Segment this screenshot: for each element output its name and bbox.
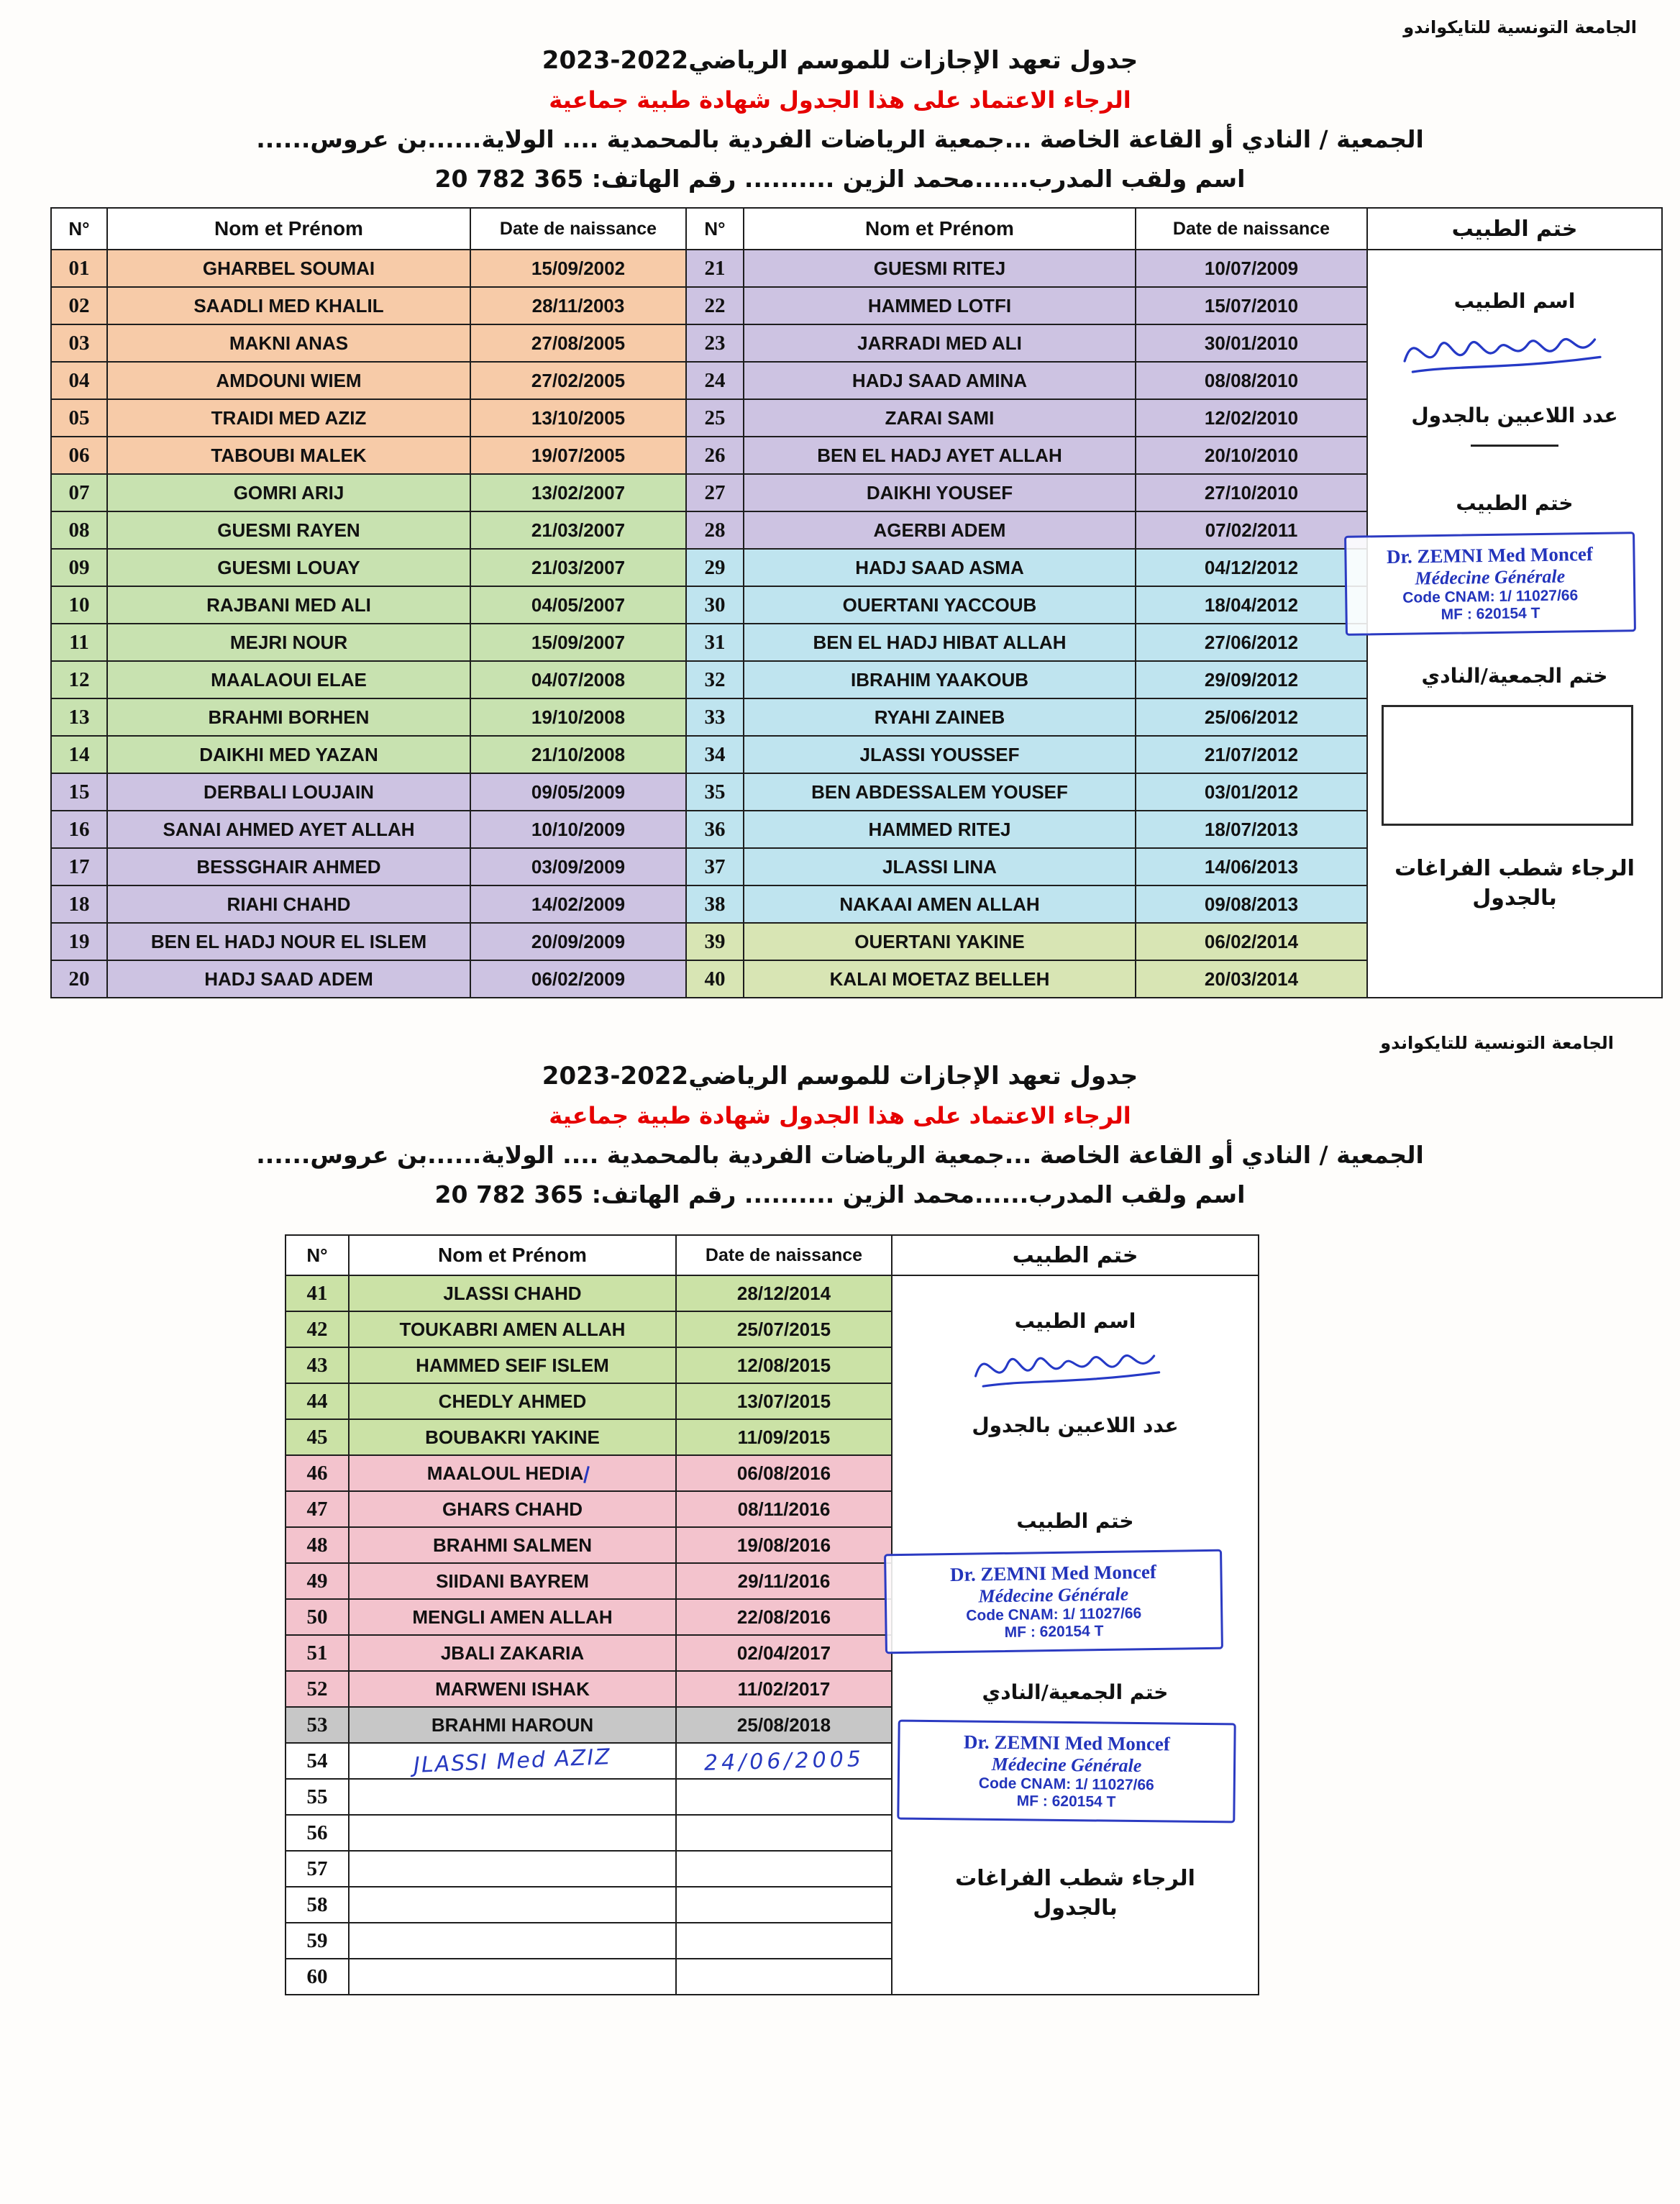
stamp-panel-header: ختم الطبيب <box>1368 209 1661 250</box>
cell-num: 11 <box>51 624 107 661</box>
cell-name: AGERBI ADEM <box>744 511 1136 549</box>
table-row <box>51 848 1367 885</box>
cell-num: 32 <box>686 661 744 698</box>
table-row <box>51 399 1367 437</box>
col-header-num: N° <box>686 208 744 250</box>
cell-num: 21 <box>686 250 744 287</box>
cell-name: ZARAI SAMI <box>744 399 1136 437</box>
seal-specialty: Médecine Générale <box>1415 565 1566 589</box>
cell-num: 35 <box>686 773 744 811</box>
col-header-name: Nom et Prénom <box>349 1235 676 1275</box>
col-header-dob: Date de naissance <box>676 1235 892 1275</box>
table-row <box>51 661 1367 698</box>
cell-name: BRAHMI SALMEN <box>349 1527 676 1563</box>
federation-name: الجامعة التونسية للتايكواندو <box>1380 1033 1614 1053</box>
cell-dob: 15/09/2007 <box>470 624 686 661</box>
cell-name: HADJ SAAD ASMA <box>744 549 1136 586</box>
cell-dob: 25/06/2012 <box>1136 698 1367 736</box>
cell-dob: 13/10/2005 <box>470 399 686 437</box>
cell-dob <box>676 1743 892 1779</box>
table-row <box>286 1599 892 1635</box>
cell-dob: 12/02/2010 <box>1136 399 1367 437</box>
doctor-signature-icon <box>960 1334 1176 1398</box>
cell-name: BEN ABDESSALEM YOUSEF <box>744 773 1136 811</box>
table-row <box>286 1851 892 1887</box>
cell-name <box>349 1779 676 1815</box>
cell-name: BRAHMI HAROUN <box>349 1707 676 1743</box>
cell-num: 50 <box>286 1599 349 1635</box>
cell-dob: 13/02/2007 <box>470 474 686 511</box>
cell-dob <box>676 1851 892 1887</box>
cell-num: 16 <box>51 811 107 848</box>
table-row <box>51 736 1367 773</box>
cell-name: HADJ SAAD ADEM <box>107 960 470 998</box>
col-header-name: Nom et Prénom <box>744 208 1136 250</box>
coach-line <box>0 1180 1680 1208</box>
cell-num: 03 <box>51 324 107 362</box>
phone-number: 20 782 365 <box>434 1180 584 1208</box>
cell-dob: 25/08/2018 <box>676 1707 892 1743</box>
cell-num: 47 <box>286 1491 349 1527</box>
cell-dob: 18/07/2013 <box>1136 811 1367 848</box>
cell-dob: 04/05/2007 <box>470 586 686 624</box>
note-line-2: بالجدول <box>1033 1895 1118 1921</box>
cell-num: 52 <box>286 1671 349 1707</box>
cell-num: 06 <box>51 437 107 474</box>
cell-name: BOUBAKRI YAKINE <box>349 1419 676 1455</box>
cell-name: JBALI ZAKARIA <box>349 1635 676 1671</box>
cell-name: TRAIDI MED AZIZ <box>107 399 470 437</box>
cell-num: 15 <box>51 773 107 811</box>
cell-dob: 10/10/2009 <box>470 811 686 848</box>
cell-num: 41 <box>286 1275 349 1311</box>
roster-section-1 <box>50 207 1680 998</box>
cell-num: 34 <box>686 736 744 773</box>
cell-num: 49 <box>286 1563 349 1599</box>
cell-dob: 09/05/2009 <box>470 773 686 811</box>
cell-num: 28 <box>686 511 744 549</box>
table-row <box>51 923 1367 960</box>
cell-name: BEN EL HADJ AYET ALLAH <box>744 437 1136 474</box>
document-title: جدول تعهد الإجازات للموسم الرياضي2022-2023 <box>542 1062 1138 1090</box>
cell-dob: 27/02/2005 <box>470 362 686 399</box>
cell-name: NAKAAI AMEN ALLAH <box>744 885 1136 923</box>
cell-name: JLASSI LINA <box>744 848 1136 885</box>
cell-dob: 20/03/2014 <box>1136 960 1367 998</box>
cell-dob: 10/07/2009 <box>1136 250 1367 287</box>
cell-num: 17 <box>51 848 107 885</box>
seal-cnam: Code CNAM: 1/ 11027/66 <box>1402 587 1579 606</box>
players-count-label: عدد اللاعبين بالجدول <box>972 1413 1179 1437</box>
table-row <box>51 885 1367 923</box>
cell-dob: 14/02/2009 <box>470 885 686 923</box>
cell-num: 07 <box>51 474 107 511</box>
cell-num: 54 <box>286 1743 349 1779</box>
club-stamp-box <box>1382 705 1633 826</box>
cell-name <box>349 1887 676 1923</box>
cell-num: 26 <box>686 437 744 474</box>
cell-dob: 19/08/2016 <box>676 1527 892 1563</box>
cell-dob: 03/09/2009 <box>470 848 686 885</box>
cell-dob: 20/09/2009 <box>470 923 686 960</box>
seal-cnam: Code CNAM: 1/ 11027/66 <box>966 1605 1142 1624</box>
cell-num: 09 <box>51 549 107 586</box>
cell-num: 38 <box>686 885 744 923</box>
seal-mf: MF : 620154 T <box>1016 1793 1116 1811</box>
coach-line-label: اسم ولقب المدرب......محمد الزين .......... رقم الهاتف: <box>583 1180 1246 1208</box>
table-row <box>51 773 1367 811</box>
cell-dob: 06/02/2009 <box>470 960 686 998</box>
players-count-label: عدد اللاعبين بالجدول <box>1411 404 1618 427</box>
roster-table-2 <box>285 1234 892 1995</box>
cell-num: 36 <box>686 811 744 848</box>
cell-name: RYAHI ZAINEB <box>744 698 1136 736</box>
doctor-name-label: اسم الطبيب <box>1453 289 1576 313</box>
seal-mf: MF : 620154 T <box>1441 605 1540 623</box>
cell-name: GHARS CHAHD <box>349 1491 676 1527</box>
cell-name: BEN EL HADJ HIBAT ALLAH <box>744 624 1136 661</box>
col-header-num: N° <box>51 208 107 250</box>
cell-dob: 29/09/2012 <box>1136 661 1367 698</box>
cell-num: 44 <box>286 1383 349 1419</box>
cell-num: 39 <box>686 923 744 960</box>
cell-num: 20 <box>51 960 107 998</box>
cell-name: GUESMI RAYEN <box>107 511 470 549</box>
table-row <box>286 1671 892 1707</box>
cell-name: SANAI AHMED AYET ALLAH <box>107 811 470 848</box>
cell-num: 55 <box>286 1779 349 1815</box>
cell-num: 42 <box>286 1311 349 1347</box>
cell-num: 45 <box>286 1419 349 1455</box>
table-row <box>286 1383 892 1419</box>
document-title: جدول تعهد الإجازات للموسم الرياضي2022-2023 <box>542 46 1138 75</box>
cell-dob: 29/11/2016 <box>676 1563 892 1599</box>
cell-dob: 06/08/2016 <box>676 1455 892 1491</box>
cell-dob: 09/08/2013 <box>1136 885 1367 923</box>
cell-num: 14 <box>51 736 107 773</box>
federation-name: الجامعة التونسية للتايكواندو <box>1403 17 1637 37</box>
note-line-2: بالجدول <box>1472 885 1557 911</box>
cell-dob: 15/07/2010 <box>1136 287 1367 324</box>
handwritten-name: JLASSI Med AZIZ <box>413 1744 612 1778</box>
club-stamp-label: ختم الجمعية/النادي <box>982 1680 1169 1704</box>
cell-num: 18 <box>51 885 107 923</box>
cell-num: 12 <box>51 661 107 698</box>
cell-num: 23 <box>686 324 744 362</box>
table-row <box>286 1419 892 1455</box>
cell-num: 19 <box>51 923 107 960</box>
cell-dob: 21/03/2007 <box>470 511 686 549</box>
cell-name: GUESMI LOUAY <box>107 549 470 586</box>
cell-dob: 19/10/2008 <box>470 698 686 736</box>
table-row <box>286 1635 892 1671</box>
note-line-1: الرجاء شطب الفراغات <box>955 1866 1195 1891</box>
table-row <box>51 811 1367 848</box>
doctor-stamp-label: ختم الطبيب <box>1456 491 1574 515</box>
cell-dob: 27/10/2010 <box>1136 474 1367 511</box>
cell-name: MAALOUL HEDIA <box>349 1455 676 1491</box>
cell-num: 27 <box>686 474 744 511</box>
medical-notice: الرجاء الاعتماد على هذا الجدول شهادة طبية جماعية <box>549 1102 1131 1129</box>
cell-dob: 25/07/2015 <box>676 1311 892 1347</box>
table-row <box>51 474 1367 511</box>
cell-num: 02 <box>51 287 107 324</box>
roster-table-1 <box>50 207 1368 998</box>
cell-name: BEN EL HADJ NOUR EL ISLEM <box>107 923 470 960</box>
cell-num: 04 <box>51 362 107 399</box>
cell-num: 22 <box>686 287 744 324</box>
cell-num: 37 <box>686 848 744 885</box>
table-row <box>286 1779 892 1815</box>
table-row <box>51 324 1367 362</box>
cell-num: 53 <box>286 1707 349 1743</box>
table-row <box>286 1527 892 1563</box>
cell-name: BESSGHAIR AHMED <box>107 848 470 885</box>
cell-num: 08 <box>51 511 107 549</box>
medical-notice: الرجاء الاعتماد على هذا الجدول شهادة طبية جماعية <box>549 86 1131 114</box>
table-row <box>286 1347 892 1383</box>
cell-dob: 30/01/2010 <box>1136 324 1367 362</box>
cell-name: KALAI MOETAZ BELLEH <box>744 960 1136 998</box>
cell-name: SAADLI MED KHALIL <box>107 287 470 324</box>
cell-dob <box>676 1779 892 1815</box>
club-stamp-label: ختم الجمعية/النادي <box>1421 664 1608 688</box>
col-header-name: Nom et Prénom <box>107 208 470 250</box>
cell-dob: 21/03/2007 <box>470 549 686 586</box>
table-row <box>51 250 1367 287</box>
cell-dob: 21/07/2012 <box>1136 736 1367 773</box>
cell-name: SIIDANI BAYREM <box>349 1563 676 1599</box>
cell-dob: 20/10/2010 <box>1136 437 1367 474</box>
cell-dob: 08/08/2010 <box>1136 362 1367 399</box>
cell-num: 05 <box>51 399 107 437</box>
cell-num: 24 <box>686 362 744 399</box>
cell-num: 60 <box>286 1959 349 1995</box>
cell-name <box>349 1815 676 1851</box>
club-line: الجمعية / النادي أو القاعة الخاصة ...جمعية الرياضات الفردية بالمحمدية .... الولاية......بن عروس...... <box>256 125 1424 153</box>
cell-dob: 27/08/2005 <box>470 324 686 362</box>
cell-dob: 15/09/2002 <box>470 250 686 287</box>
table-row <box>286 1491 892 1527</box>
cell-num: 25 <box>686 399 744 437</box>
cell-name <box>349 1959 676 1995</box>
col-header-dob: Date de naissance <box>470 208 686 250</box>
cell-name <box>349 1851 676 1887</box>
cell-dob <box>676 1887 892 1923</box>
col-header-num: N° <box>286 1235 349 1275</box>
seal-specialty: Médecine Générale <box>991 1753 1142 1777</box>
cell-name: OUERTANI YAKINE <box>744 923 1136 960</box>
cell-dob <box>676 1815 892 1851</box>
cell-name: HAMMED RITEJ <box>744 811 1136 848</box>
cell-name: OUERTANI YACCOUB <box>744 586 1136 624</box>
pen-mark-icon <box>583 1466 590 1483</box>
cell-dob: 28/11/2003 <box>470 287 686 324</box>
cell-name <box>349 1923 676 1959</box>
cell-num: 56 <box>286 1815 349 1851</box>
handwritten-date: 24/06/2005 <box>703 1746 864 1776</box>
cell-num: 31 <box>686 624 744 661</box>
table-row <box>286 1563 892 1599</box>
table-row <box>51 362 1367 399</box>
table-row <box>51 960 1367 998</box>
cell-dob: 04/12/2012 <box>1136 549 1367 586</box>
cell-num: 29 <box>686 549 744 586</box>
cell-name: DERBALI LOUJAIN <box>107 773 470 811</box>
cell-dob: 03/01/2012 <box>1136 773 1367 811</box>
table-row <box>286 1455 892 1491</box>
cell-num: 13 <box>51 698 107 736</box>
cell-name: TOUKABRI AMEN ALLAH <box>349 1311 676 1347</box>
cell-dob: 11/02/2017 <box>676 1671 892 1707</box>
roster-section-2 <box>285 1234 1680 1995</box>
cell-num: 59 <box>286 1923 349 1959</box>
cell-dob: 11/09/2015 <box>676 1419 892 1455</box>
cell-name: MAKNI ANAS <box>107 324 470 362</box>
cell-num: 48 <box>286 1527 349 1563</box>
cell-dob: 06/02/2014 <box>1136 923 1367 960</box>
phone-number: 20 782 365 <box>434 165 584 193</box>
stamp-panel-1 <box>1366 207 1663 998</box>
cell-dob <box>676 1923 892 1959</box>
table-row <box>286 1311 892 1347</box>
cell-name: HADJ SAAD AMINA <box>744 362 1136 399</box>
cell-dob: 14/06/2013 <box>1136 848 1367 885</box>
cell-name: DAIKHI MED YAZAN <box>107 736 470 773</box>
cell-dob: 02/04/2017 <box>676 1635 892 1671</box>
cell-name: MARWENI ISHAK <box>349 1671 676 1707</box>
table-row <box>286 1743 892 1779</box>
table-row <box>286 1707 892 1743</box>
seal-doctor-name: Dr. ZEMNI Med Moncef <box>1386 543 1594 568</box>
doctor-stamp-seal <box>1344 532 1636 636</box>
cell-num: 01 <box>51 250 107 287</box>
table-row <box>286 1923 892 1959</box>
cell-name: HAMMED SEIF ISLEM <box>349 1347 676 1383</box>
note-text <box>1394 855 1635 913</box>
table-row <box>51 698 1367 736</box>
cell-dob: 12/08/2015 <box>676 1347 892 1383</box>
cell-dob: 28/12/2014 <box>676 1275 892 1311</box>
cell-name: GOMRI ARIJ <box>107 474 470 511</box>
table-row <box>51 624 1367 661</box>
stamp-panel-header: ختم الطبيب <box>892 1236 1258 1276</box>
cell-name: AMDOUNI WIEM <box>107 362 470 399</box>
cell-name: MEJRI NOUR <box>107 624 470 661</box>
doctor-name-label: اسم الطبيب <box>1014 1309 1136 1333</box>
table-row <box>51 586 1367 624</box>
cell-name: CHEDLY AHMED <box>349 1383 676 1419</box>
cell-name: MENGLI AMEN ALLAH <box>349 1599 676 1635</box>
seal-mf: MF : 620154 T <box>1004 1623 1104 1641</box>
table-row <box>51 549 1367 586</box>
cell-name: RIAHI CHAHD <box>107 885 470 923</box>
table-row <box>51 437 1367 474</box>
table-row <box>51 287 1367 324</box>
cell-num: 33 <box>686 698 744 736</box>
note-text <box>955 1864 1195 1923</box>
header-row <box>286 1235 892 1275</box>
cell-name: BRAHMI BORHEN <box>107 698 470 736</box>
cell-dob: 18/04/2012 <box>1136 586 1367 624</box>
cell-name: IBRAHIM YAAKOUB <box>744 661 1136 698</box>
cell-name: JARRADI MED ALI <box>744 324 1136 362</box>
table-row <box>286 1887 892 1923</box>
seal-doctor-name: Dr. ZEMNI Med Moncef <box>949 1561 1157 1586</box>
cell-dob: 19/07/2005 <box>470 437 686 474</box>
stamp-panel-2 <box>891 1234 1259 1995</box>
header-row <box>51 208 1367 250</box>
cell-num: 46 <box>286 1455 349 1491</box>
cell-name: TABOUBI MALEK <box>107 437 470 474</box>
cell-num: 43 <box>286 1347 349 1383</box>
seal-doctor-name: Dr. ZEMNI Med Moncef <box>963 1731 1171 1755</box>
cell-name: DAIKHI YOUSEF <box>744 474 1136 511</box>
cell-num: 58 <box>286 1887 349 1923</box>
table-row <box>51 511 1367 549</box>
doctor-signature-icon <box>1395 316 1611 385</box>
cell-name: GHARBEL SOUMAI <box>107 250 470 287</box>
table-row <box>286 1275 892 1311</box>
cell-name <box>349 1743 676 1779</box>
cell-name: GUESMI RITEJ <box>744 250 1136 287</box>
cell-dob <box>676 1959 892 1995</box>
players-count-blank <box>1471 445 1558 447</box>
cell-dob: 13/07/2015 <box>676 1383 892 1419</box>
cell-name: JLASSI CHAHD <box>349 1275 676 1311</box>
seal-specialty: Médecine Générale <box>978 1583 1129 1607</box>
doctor-stamp-seal <box>884 1549 1223 1654</box>
cell-name: RAJBANI MED ALI <box>107 586 470 624</box>
cell-dob: 21/10/2008 <box>470 736 686 773</box>
doctor-stamp-label: ختم الطبيب <box>1016 1509 1134 1533</box>
cell-name: JLASSI YOUSSEF <box>744 736 1136 773</box>
seal-cnam: Code CNAM: 1/ 11027/66 <box>978 1775 1154 1794</box>
cell-name: HAMMED LOTFI <box>744 287 1136 324</box>
cell-dob: 04/07/2008 <box>470 661 686 698</box>
note-line-1: الرجاء شطب الفراغات <box>1394 856 1635 881</box>
table-row <box>286 1815 892 1851</box>
cell-num: 10 <box>51 586 107 624</box>
cell-num: 30 <box>686 586 744 624</box>
club-line: الجمعية / النادي أو القاعة الخاصة ...جمعية الرياضات الفردية بالمحمدية .... الولاية......بن عروس...... <box>256 1141 1424 1169</box>
cell-num: 57 <box>286 1851 349 1887</box>
cell-dob: 22/08/2016 <box>676 1599 892 1635</box>
table-row <box>286 1959 892 1995</box>
coach-line <box>0 165 1680 193</box>
cell-dob: 08/11/2016 <box>676 1491 892 1527</box>
doctor-stamp-seal <box>897 1720 1236 1823</box>
cell-num: 51 <box>286 1635 349 1671</box>
cell-dob: 27/06/2012 <box>1136 624 1367 661</box>
col-header-dob: Date de naissance <box>1136 208 1367 250</box>
cell-num: 40 <box>686 960 744 998</box>
cell-dob: 07/02/2011 <box>1136 511 1367 549</box>
cell-name: MAALAOUI ELAE <box>107 661 470 698</box>
coach-line-label: اسم ولقب المدرب......محمد الزين .......... رقم الهاتف: <box>583 165 1246 193</box>
